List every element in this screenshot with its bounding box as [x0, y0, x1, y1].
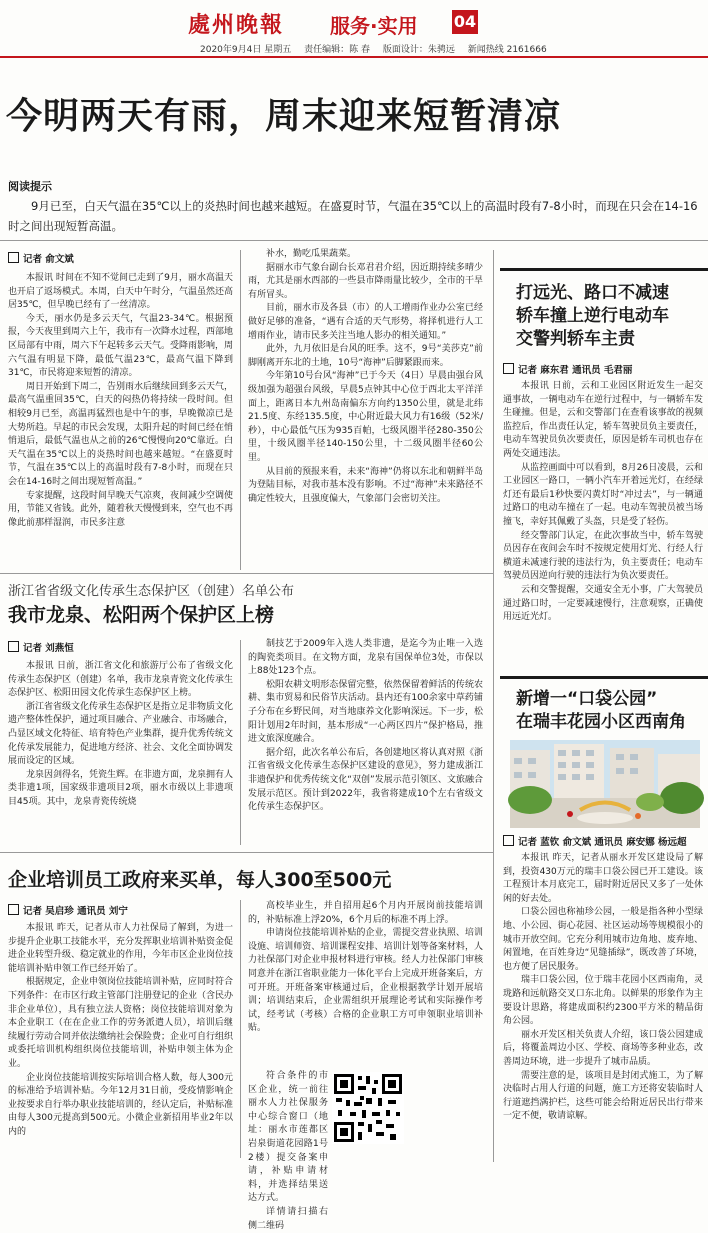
masthead-meta — [200, 42, 557, 55]
article1-byline: 记者 俞文斌 — [8, 251, 74, 265]
paragraph: 本报讯 日前，浙江省文化和旅游厅公布了省级文化传承生态保护区（创建）名单，我市龙泉青瓷文化传承生态保护区、松阳田园文化传承生态保护区上榜。 — [8, 661, 234, 699]
paragraph: 口袋公园也称袖珍公园，一般是指各种小型绿地、小公园、街心花园、社区运动场等规模很小的城市开放空间。它充分利用城市边角地、废弃地、闲置地，在百姓身边“见缝插绿”，既改善了环境，也方便了居民服务。 — [503, 907, 703, 972]
article5-headline-line2: 在瑞丰花园小区西南角 — [516, 712, 686, 732]
article2-kicker: 浙江省省级文化传承生态保护区（创建）名单公布 — [8, 584, 295, 599]
paragraph: 今天，丽水仍是多云天气，气温23-34℃。根据预报，今天夜里到周六上午，我市有一次降水过程，西部地区局部有中雨，周六下午起转多云天气。受降雨影响，周六气温有明显下降，最低气温23℃，最高气温下降到31℃，市民将迎来短暂的清凉。 — [8, 313, 234, 379]
article2-headline: 我市龙泉、松阳两个保护区上榜 — [8, 604, 275, 626]
column-rule — [240, 900, 241, 1158]
paragraph: 周日开始到下周二，告别雨水后继续回到多云天气，最高气温重回35℃，白天的闷热仍将持续一段时间。但相较9月已至，高温再猛烈也是中午的事，早晚微凉已是大势所趋。早起的市民会发现，太阳升起的时间已经在悄悄退后，最低气温也从之前的26℃慢慢向20℃靠近。白天气温在35℃以上的炎热时间也越来越短。“在盛夏时节，气温在35℃以上的高温时段有7-8小时，而现在只会在14-16时之间出现短暂高温。” — [8, 381, 234, 487]
paragraph: 从目前的预报来看，未来“海神”仍将以东北和朝鲜半岛为登陆目标，对我市基本没有影响。不过“海神”未来路径不确定性较大，且强度偏大，气象部门会密切关注。 — [248, 466, 483, 504]
section-title: 服务·实用 — [330, 14, 418, 38]
newspaper-logo: 處州晚報 — [188, 12, 285, 38]
paragraph: 云和交警提醒，交通安全无小事，广大驾驶员通过路口时，一定要减速慢行，注意观察，正确使用远近光灯。 — [503, 584, 703, 623]
article4-byline: 记者 麻东君 通讯员 毛君丽 — [503, 362, 632, 376]
article5-body — [503, 852, 703, 1160]
paragraph: 本报讯 昨天，记者从市人力社保局了解到，为进一步提升企业职工技能水平，充分发挥职业培训补贴资金促进企业转型升级、稳定就业的作用，今年市区企业岗位技能培训补贴申领工作已经开始了。 — [8, 923, 234, 974]
column-rule — [240, 250, 241, 570]
paragraph: 龙泉因剑得名，凭瓷生辉。在非遗方面，龙泉拥有人类非遗1项，国家级非遗项目2项，丽水市级以上非遗项目45项。其中，龙泉青瓷传统烧 — [8, 769, 234, 807]
qr-code-icon[interactable] — [332, 1072, 404, 1144]
paragraph: 目前，丽水市及各县（市）的人工增雨作业办公室已经做好足够的准备，“遇有合适的天气形势，将择机进行人工增雨作业，请市民多关注当地人影办的相关通知。” — [248, 303, 483, 341]
section-rule — [0, 852, 493, 853]
paragraph: 本报讯 昨天，记者从丽水开发区建设局了解到，投资430万元的瑞丰口袋公园已开工建设。该工程预计本月底完工，届时附近居民又多了一处休闲的好去处。 — [503, 853, 703, 904]
qr-caption: 详情请扫描右侧二维码 — [248, 1206, 328, 1231]
paragraph: 专家提醒，这段时间早晚天气凉爽，夜间减少空调使用，节能又省钱。此外，随着秋天慢慢到来，空气也不再像此前那样湿润，市民多注意 — [8, 490, 234, 528]
paragraph: 据介绍，此次名单公布后，各创建地区将认真对照《浙江省省级文化传承生态保护区建设的意见》，努力建成浙江非遗保护和优秀传统文化“双创”发展示范引领区、文旅融合发展示范区。预计到2022年，我省将建成10个左右省级文化传承生态保护区。 — [248, 747, 483, 813]
byline-box-icon — [503, 363, 514, 374]
page-number-badge: 04 — [452, 10, 478, 34]
article2-byline: 记者 刘燕恒 — [8, 640, 74, 654]
article3-col1 — [8, 922, 233, 1160]
paragraph: 本报讯 时间在不知不觉间已走到了9月，丽水高温天也开启了返场模式。本周，白天中午时分，气温虽然还高居35℃，但早晚已经有了一丝清凉。 — [8, 273, 234, 311]
section-rule — [0, 573, 493, 574]
paragraph: 补水，勤吃瓜果蔬菜。 — [266, 249, 357, 259]
article2-col1 — [8, 660, 233, 850]
paragraph: 根据规定，企业申领岗位技能培训补贴，应同时符合下列条件：在市区行政主管部门注册登记的企业（含民办非企业单位），具有独立法人资格；岗位技能培训对象为本企业职工（在在企业工作的劳务派遣人员），培训后继续履行劳动合同并依法缴纳社会保险费；企业可自行组织或委托培训机构组织岗位技能培训，补贴申领主体为企业。 — [8, 977, 234, 1069]
paragraph: 丽水开发区相关负责人介绍，该口袋公园建成后，将覆盖周边小区、学校、商场等多种业态，改善周边环境，进一步提升了城市品质。 — [503, 1029, 703, 1067]
paragraph: 符合条件的市区企业，统一前往丽水人力社保服务中心综合窗口（地址：丽水市莲都区岩泉街道花园路1号2楼）提交备案申请，补贴申请材料，并选择结果送达方式。 — [248, 1071, 328, 1204]
editor-credit: 责任编辑：陈 春 — [304, 45, 370, 55]
article1-col1 — [8, 272, 233, 572]
news-hotline: 新闻热线 2161666 — [467, 45, 547, 55]
column-rule — [240, 640, 241, 845]
article3-headline: 企业培训员工政府来买单，每人300至500元 — [8, 869, 392, 891]
paragraph: 申请岗位技能培训补贴的企业，需提交营业执照、培训设施、培训师资、培训课程安排、培训计划等备案材料，人力社保部门对企业申报材料进行审核。经人力社保部门审核同意并在浙江省职业能力一体化平台上完成开班备案后，方可开班。开班备案审核通过后，企业根据教学计划开展培训；培训结束后，企业需组织开展理论考试和实际操作考试，经考试（考核）合格的企业职工方可申领职业培训补贴。 — [248, 928, 483, 1034]
article5-headline-line1: 新增一“口袋公园” — [516, 689, 658, 709]
paragraph: 松阳农耕文明形态保留完整，依然保留着鲜活的传统农耕、集市贸易和民俗节庆活动。县内还有100余家中草药铺子分布在乡野民间，对当地康养文化影响深远。下一步，松阳计划用2年时间，基本形成“一心两区四片”保护格局，推进文旅深度融合。 — [248, 679, 483, 745]
paragraph: 浙江省省级文化传承生态保护区是指立足非物质文化遗产整体性保护，通过项目融合、产业融合、市场融合，凸显区域文化特征、培育特色产业集群，提升优秀传统文化传承发展能力，促进地方经济、社会、文化全面协调发展而设定的区域。 — [8, 701, 234, 767]
byline-box-icon — [8, 904, 19, 915]
article1-col2 — [248, 248, 483, 570]
article5-byline: 记者 蓝钦 俞文斌 通讯员 麻安娜 杨远超 — [503, 834, 687, 848]
paragraph: 高校毕业生，并自招用起6个月内开展岗前技能培训的，补贴标准上浮20%，6个月后的标准不再上浮。 — [248, 901, 483, 925]
designer-credit: 版面设计：朱骋远 — [382, 45, 455, 55]
article1-headline: 今明两天有雨，周末迎来短暂清凉 — [6, 96, 562, 137]
sidebar-mid-rule — [500, 676, 708, 679]
paragraph: 经交警部门认定，在此次事故当中，轿车驾驶员因存在夜间会车时不按规定使用灯光、行经人行横道未减速行驶的违法行为，负主要责任；电动车驾驶员因逆向行驶的违法行为负次要责任。 — [503, 530, 703, 582]
paragraph: 此外，九月依旧是台风的旺季。这不，9号“美莎克”前脚刚离开东北的土地，10号“海神”后脚紧跟而来。 — [248, 344, 483, 368]
byline-box-icon — [503, 835, 514, 846]
park-rendering-photo — [510, 740, 700, 828]
article3-col2-tail — [248, 1070, 328, 1231]
article5-headline — [516, 688, 686, 734]
paragraph: 瑞丰口袋公园，位于瑞丰花园小区西南角，灵珑路和远航路交叉口东北角。以鲜果的形象作为主要设计思路，将建成面积约2300平方米的精品街角公园。 — [503, 975, 703, 1027]
sidebar-top-rule — [500, 268, 708, 271]
article4-headline — [516, 282, 669, 351]
paragraph: 从监控画面中可以看到，8月26日凌晨，云和工业园区一路口，一辆小汽车开着远光灯，在经绿灯还有最后1秒快要闪黄灯时“冲过去”，与一辆通过路口的电动车撞在了一起。电动车驾驶员被当场撞飞，幸好其佩戴了头盔，只是受了轻伤。 — [503, 462, 703, 527]
paragraph: 据丽水市气象台副台长邓君君介绍，因近期持续多晴少雨，尤其是丽水西部的一些县市降雨量比较少，全市的干旱有所冒头。 — [248, 262, 483, 300]
lead-text: 9月已至，白天气温在35℃以上的炎热时间也越来越短。在盛夏时节，气温在35℃以上的高温时段有7-8小时，而现在只会在14-16时之间出现短暂高温。 — [8, 199, 698, 233]
issue-date: 2020年9月4日 星期五 — [200, 45, 292, 55]
article4-body — [503, 380, 703, 670]
byline-box-icon — [8, 641, 19, 652]
article2-col2 — [248, 638, 483, 846]
paragraph: 本报讯 日前，云和工业园区附近发生一起交通事故，一辆电动车在逆行过程中，与一辆轿车发生碰撞。但是，云和交警部门在查看该事故的视频监控后，作出责任认定，轿车驾驶员负主要责任，电动车驾驶员负次要责任，原因是轿车司机也存在两处交通违法。 — [503, 381, 703, 459]
paragraph: 制技艺于2009年入选人类非遗，是迄今为止唯一入选的陶瓷类项目。在文物方面，龙泉有国保单位3处，市保以上88处123个点。 — [248, 639, 483, 677]
byline-box-icon — [8, 252, 19, 263]
article4-headline-line1: 打远光、路口不减速 — [516, 283, 669, 303]
article3-col2 — [248, 900, 483, 1068]
paragraph: 企业岗位技能培训按实际培训合格人数，每人300元的标准给予培训补贴。今年12月31日前，受疫情影响企业按要求自行举办职业技能培训的，经认定后，补贴标准由每人300元提高到500元。小微企业新招用毕业2年以内的 — [8, 1072, 234, 1137]
article3-byline: 记者 吴启珍 通讯员 刘宁 — [8, 903, 128, 917]
lead-rule — [0, 240, 708, 241]
article4-headline-line3: 交警判轿车主责 — [516, 329, 635, 349]
sidebar-rule — [493, 250, 494, 1162]
article4-headline-line2: 轿车撞上逆行电动车 — [516, 306, 669, 326]
lead-label: 阅读提示 — [8, 180, 52, 193]
paragraph: 需要注意的是，该项目是封闭式施工，为了解决临时占用人行道的问题，施工方还将安装临时人行道遮挡满护栏，这些可能会给附近居民出行带来一定不便，敬请谅解。 — [503, 1070, 703, 1122]
paragraph: 今年第10号台风“海神”已于今天（4日）早晨由强台风级加强为超强台风级，早晨5点钟其中心位于西北太平洋洋面上，距离日本九州岛南偏东方向约1350公里，就是北纬21.5度、东经135.5度，中心附近最大风力有16级（52米/秒），中心最低气压为935百帕，七级风圈半径280-350公里，十级风圈半径140-150公里，十二级风圈半径60公里。 — [248, 371, 483, 463]
masthead-rule — [0, 56, 708, 58]
